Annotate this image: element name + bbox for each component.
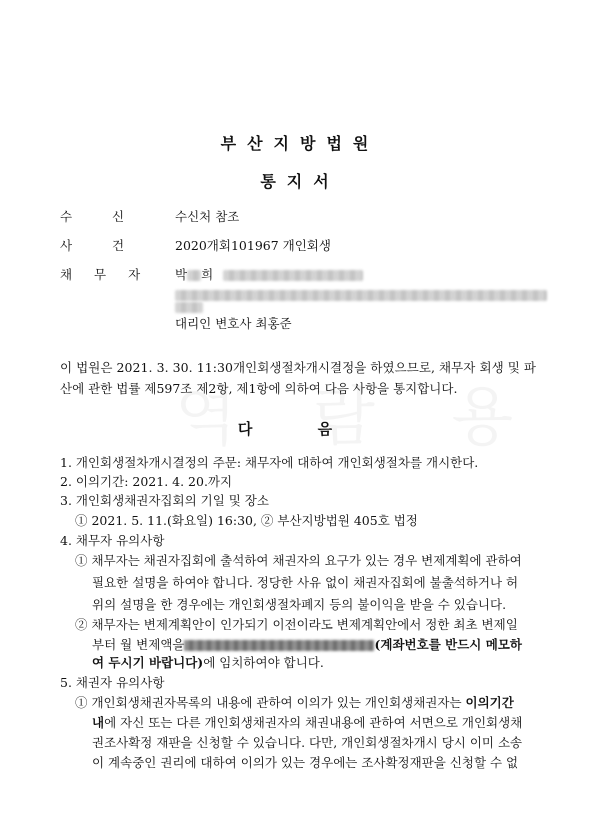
item-1: 1. 개인회생절차개시결정의 주문: 채무자에 대하여 개인회생절차를 개시한다. [60, 455, 479, 470]
item-4-b-bold-2: 여 두시기 바랍니다) [92, 655, 204, 670]
debtor-name-suffix: 희 [201, 267, 214, 282]
section-title: 다 음 [237, 420, 363, 438]
item-5-a-rest: 에 자신 또는 다른 개인회생채권자의 채권내용에 관하여 서면으로 개인회생채 [104, 715, 523, 730]
debtor-address-redacted [175, 287, 547, 303]
item-2: 2. 이의기간: 2021. 4. 20.까지 [60, 474, 233, 489]
item-5-a-line-1 [75, 695, 514, 711]
item-5-a-bold: 이의기간 [465, 695, 514, 710]
court-name: 부산지방법원 [220, 134, 380, 153]
recipient-label: 수 신 [60, 209, 143, 224]
item-4-b-line-2 [92, 637, 522, 653]
debtor-label: 채 무 자 [60, 267, 150, 282]
watermark [175, 366, 541, 458]
item-5-a-text: ① 개인회생채권자목록의 내용에 관하여 이의가 있는 개인회생채권자는 [75, 695, 462, 710]
case-value: 2020개회101967 개인회생 [175, 238, 331, 253]
item-4-b-bold: (계좌번호를 반드시 메모하 [374, 637, 522, 652]
recipient-value: 수신처 참조 [175, 209, 240, 224]
debtor-name-visible: 박 [175, 267, 188, 282]
item-4: 4. 채무자 유의사항 [60, 533, 165, 548]
item-3: 3. 개인회생채권자집회의 기일 및 장소 [60, 493, 269, 508]
debtor-name [175, 267, 363, 283]
document-title: 통지서 [260, 172, 340, 191]
item-4-a-line-2: 필요한 설명을 하여야 합니다. 정당한 사유 없이 채권자집회에 불출석하거나 허 [92, 575, 519, 590]
item-3-detail: ① 2021. 5. 11.(화요일) 16:30, ② 부산지방법원 405호 법정 [75, 513, 418, 528]
intro-line-1: 이 법원은 2021. 3. 30. 11:30개인회생절차개시결정을 하였으므로, 채무자 회생 및 파 [60, 360, 536, 375]
item-5-a-line-3: 권조사확정 재판을 신청할 수 있습니다. 다만, 개인회생절차개시 당시 이미 소송 [92, 735, 523, 750]
item-4-a-line-1: ① 채무자는 채권자집회에 출석하여 채권자의 요구가 있는 경우 변제계획에 관하여 [75, 553, 522, 568]
debtor-agent: 대리인 변호사 최홍준 [175, 316, 292, 331]
item-5: 5. 채권자 유의사항 [60, 675, 165, 690]
intro-line-2: 산에 관한 법률 제597조 제2항, 제1항에 의하여 다음 사항을 통지합니다. [60, 381, 458, 396]
case-label: 사 건 [60, 238, 143, 253]
item-4-b-text: 부터 월 변제액을 [92, 637, 185, 652]
item-5-a-line-4: 이 계속중인 권리에 대하여 이의가 있는 경우에는 조사확정재판을 신청할 수 없 [92, 755, 519, 770]
redaction-mark [175, 290, 547, 301]
item-4-b-rest: 에 임치하여야 합니다. [203, 655, 324, 670]
redaction-mark [187, 270, 201, 281]
item-4-b-line-1: ② 채무자는 변제계획안이 인가되기 이전이라도 변제계획안에서 정한 최초 변제일 [75, 617, 518, 632]
item-5-a-line-2 [92, 715, 522, 731]
account-redaction [184, 640, 374, 651]
item-5-a-bold-2: 내 [92, 715, 105, 730]
redaction-mark [175, 302, 203, 313]
item-4-a-line-3: 위의 설명을 한 경우에는 개인회생절차폐지 등의 불이익을 받을 수 있습니다. [92, 597, 507, 612]
debtor-address-redacted-2 [175, 299, 203, 315]
item-4-b-line-3 [92, 655, 324, 671]
redaction-mark [223, 270, 363, 281]
